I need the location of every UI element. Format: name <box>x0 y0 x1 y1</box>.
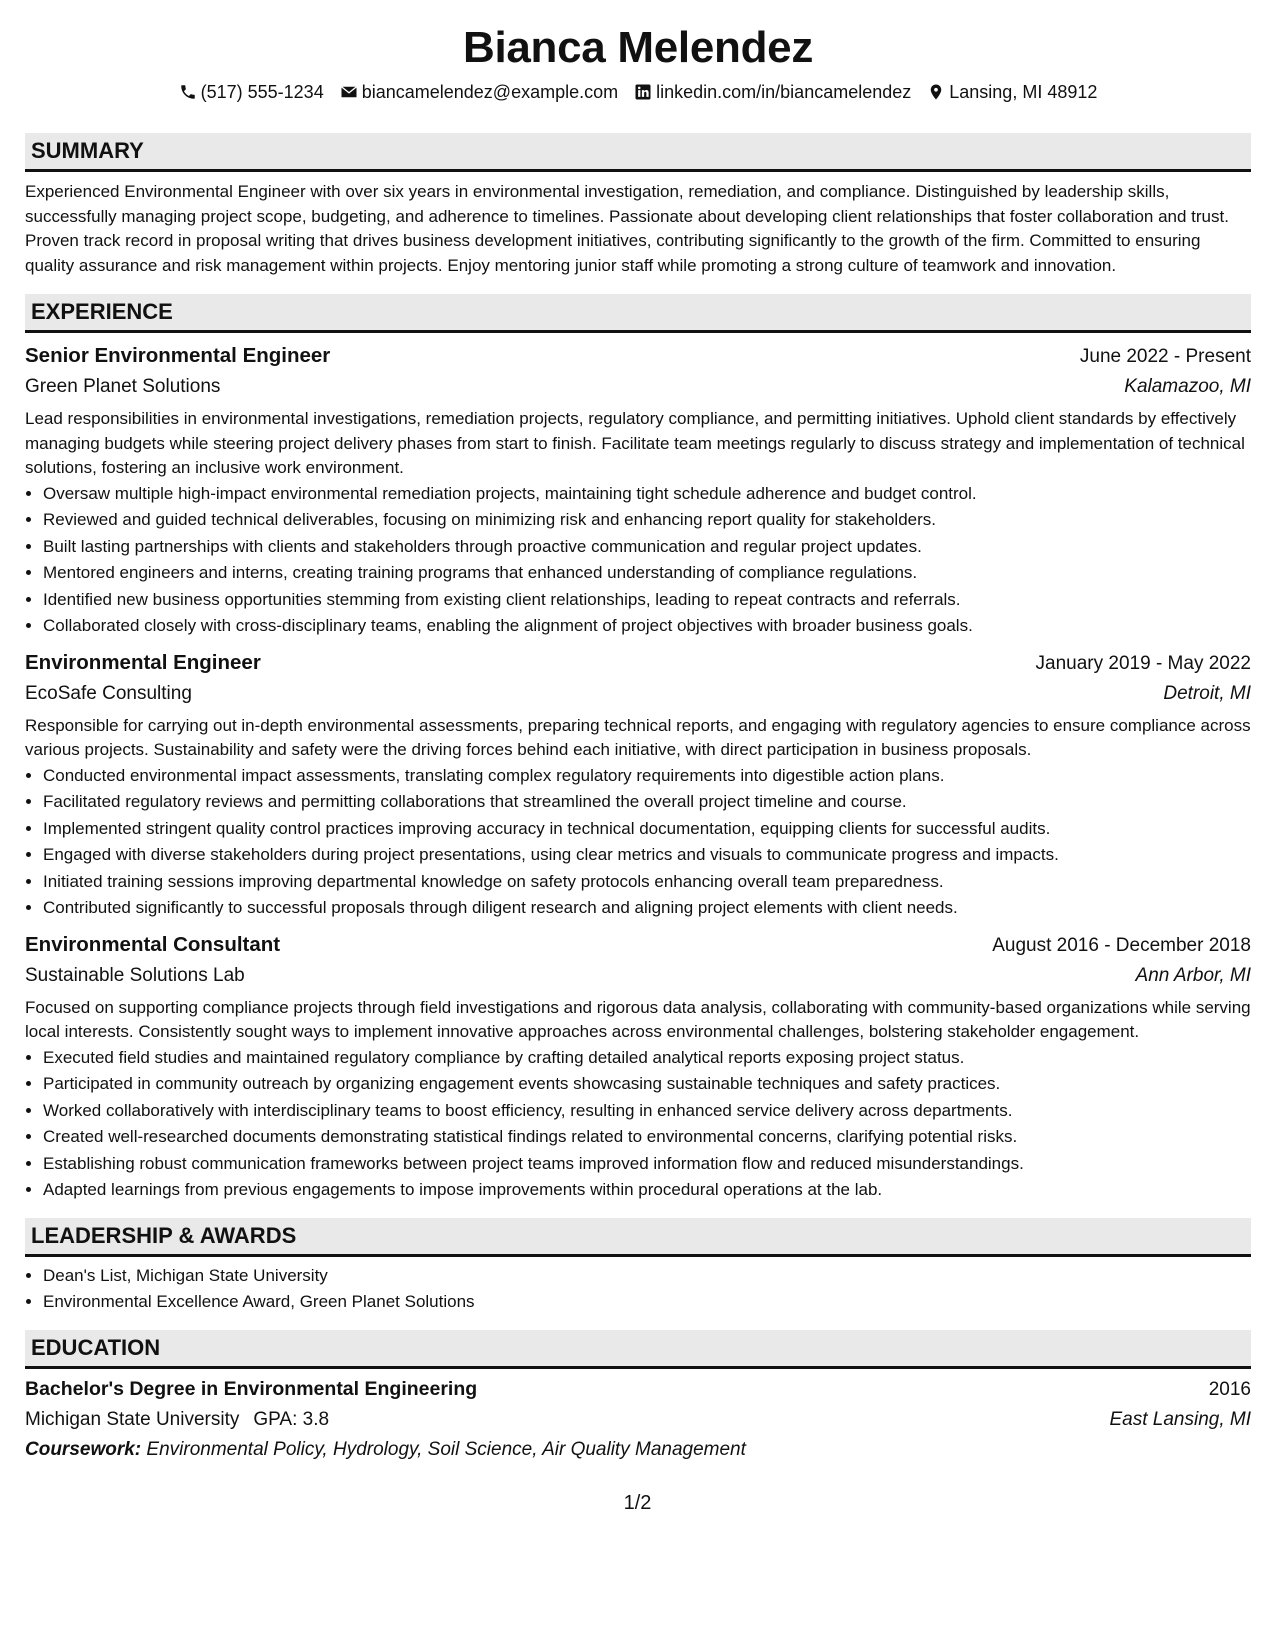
location-text: Lansing, MI 48912 <box>949 82 1098 102</box>
linkedin-icon <box>634 83 652 101</box>
job-bullets <box>25 763 1251 922</box>
awards-list <box>25 1263 1251 1316</box>
contact-location <box>927 80 1097 104</box>
bullet-item: • Contributed significantly to successful proposals through diligent research and aligning project elements with client needs. <box>43 895 1251 922</box>
bullet-item: • Implemented stringent quality control practices improving accuracy in technical documentation, equipping clients for successful audits. <box>43 816 1251 843</box>
job-title: Senior Environmental Engineer <box>25 344 331 367</box>
job-entry <box>25 341 1251 640</box>
school-location: East Lansing, MI <box>1109 1408 1251 1430</box>
phone-icon <box>179 83 197 101</box>
bullet-item: • Created well-researched documents demonstrating statistical findings related to environmental concerns, clarifying potential risks. <box>43 1124 1251 1151</box>
job-title: Environmental Engineer <box>25 650 261 674</box>
bullet-item: • Built lasting partnerships with clients and stakeholders through proactive communication and regular project updates. <box>43 534 1251 561</box>
linkedin-text[interactable]: linkedin.com/in/biancamelendez <box>656 82 912 102</box>
envelope-icon <box>340 83 358 101</box>
coursework-list: Environmental Policy, Hydrology, Soil Science, Air Quality Management <box>146 1438 746 1460</box>
education-entry <box>25 1375 1251 1465</box>
contact-phone <box>179 80 324 104</box>
bullet-item: • Executed field studies and maintained regulatory compliance by crafting detailed analytical reports exposing project status. <box>43 1045 1251 1072</box>
job-description: Responsible for carrying out in-depth environmental assessments, preparing technical reports, and engaging with regulatory agencies to ensure compliance across various projects. Sustainability and safety were the driving forces behind each initiative, with direct participation in business proposals. <box>25 715 1251 759</box>
resume-page <box>25 22 1251 1465</box>
bullet-item: • Collaborated closely with cross-disciplinary teams, enabling the alignment of project objectives with broader business goals. <box>43 613 1251 640</box>
contact-email[interactable] <box>340 80 618 104</box>
section-header-summary: SUMMARY <box>25 133 1251 172</box>
job-bullets <box>25 1045 1251 1204</box>
bullet-item: • Adapted learnings from previous engagements to impose improvements within procedural operations at the lab. <box>43 1177 1251 1204</box>
summary-text: Experienced Environmental Engineer with over six years in environmental investigation, remediation, and compliance. Distinguished by leadership skills, successfully managing project scope, budgeting, and adherence to timelines. Passionate about developing client relationships that foster collaboration and trust. Proven track record in proposal writing that drives business development initiatives, contributing significantly to the growth of the firm. Committed to ensuring quality assurance and risk management within projects. Enjoy mentoring junior staff while promoting a strong culture of teamwork and innovation. <box>25 182 1229 275</box>
job-dates: January 2019 - May 2022 <box>1035 652 1251 674</box>
phone-text: (517) 555-1234 <box>200 82 324 102</box>
bullet-item: • Conducted environmental impact assessments, translating complex regulatory requirements into digestible action plans. <box>43 763 1251 790</box>
gpa: GPA: 3.8 <box>253 1408 330 1430</box>
section-header-leadership: LEADERSHIP & AWARDS <box>25 1218 1251 1257</box>
bullet-item: • Mentored engineers and interns, creating training programs that enhanced understanding of compliance regulations. <box>43 560 1251 587</box>
bullet-item: • Engaged with diverse stakeholders during project presentations, using clear metrics and visuals to communicate progress and impacts. <box>43 842 1251 869</box>
graduation-year: 2016 <box>1208 1378 1251 1400</box>
job-company: Sustainable Solutions Lab <box>25 964 245 986</box>
bullet-item: • Worked collaboratively with interdisciplinary teams to boost efficiency, resulting in enhanced service delivery across departments. <box>43 1098 1251 1125</box>
job-company: EcoSafe Consulting <box>25 682 192 704</box>
job-entry <box>25 648 1251 922</box>
section-header-education: EDUCATION <box>25 1330 1251 1369</box>
job-location: Detroit, MI <box>1163 682 1251 704</box>
bullet-item: • Participated in community outreach by organizing engagement events showcasing sustainable techniques and safety practices. <box>43 1071 1251 1098</box>
job-description: Focused on supporting compliance projects through field investigations and rigorous data analysis, collaborating with community-based organizations while serving local interests. Consistently sought ways to implement innovative approaches across environmental challenges, bolstering stakeholder engagement. <box>25 997 1251 1041</box>
bullet-item: • Oversaw multiple high-impact environmental remediation projects, maintaining tight schedule adherence and budget control. <box>43 481 1251 508</box>
contact-linkedin[interactable] <box>634 80 911 104</box>
coursework-line <box>25 1435 1251 1465</box>
job-dates: June 2022 - Present <box>1079 346 1251 367</box>
job-title: Environmental Consultant <box>25 932 281 956</box>
award-item: • Environmental Excellence Award, Green Planet Solutions <box>43 1289 1251 1316</box>
bullet-item: • Identified new business opportunities stemming from existing client relationships, leading to repeat contracts and referrals. <box>43 587 1251 614</box>
section-header-experience: EXPERIENCE <box>25 294 1251 333</box>
school-name: Michigan State University <box>25 1408 240 1430</box>
job-entry <box>25 930 1251 1204</box>
job-dates: August 2016 - December 2018 <box>992 934 1251 956</box>
job-description: Lead responsibilities in environmental investigations, remediation projects, regulatory compliance, and permitting initiatives. Uphold client standards by effectively managing budgets while steering project delivery phases from start to finish. Facilitate team meetings regularly to discuss strategy and implementation of technical solutions, fostering an inclusive work environment. <box>25 409 1245 477</box>
bullet-item: • Reviewed and guided technical deliverables, focusing on minimizing risk and enhancing report quality for stakeholders. <box>43 507 1251 534</box>
job-bullets <box>25 481 1251 640</box>
award-item: • Dean's List, Michigan State University <box>43 1263 1251 1290</box>
bullet-item: • Establishing robust communication frameworks between project teams improved information flow and reduced misunderstandings. <box>43 1151 1251 1178</box>
bullet-item: • Initiated training sessions improving departmental knowledge on safety protocols enhancing overall team preparedness. <box>43 869 1251 896</box>
bullet-item: • Facilitated regulatory reviews and permitting collaborations that streamlined the overall project timeline and course. <box>43 789 1251 816</box>
school-line <box>25 1405 329 1435</box>
contact-bar <box>25 80 1251 104</box>
page-number: 1/2 <box>623 1492 652 1514</box>
job-location: Kalamazoo, MI <box>1124 376 1251 397</box>
job-location: Ann Arbor, MI <box>1135 964 1251 986</box>
coursework-label: Coursework: <box>25 1438 142 1460</box>
job-company: Green Planet Solutions <box>25 376 221 397</box>
candidate-name: Bianca Melendez <box>462 23 814 72</box>
degree-title: Bachelor's Degree in Environmental Engineering <box>25 1377 478 1400</box>
map-pin-icon <box>927 83 945 101</box>
email-text[interactable]: biancamelendez@example.com <box>361 82 619 102</box>
